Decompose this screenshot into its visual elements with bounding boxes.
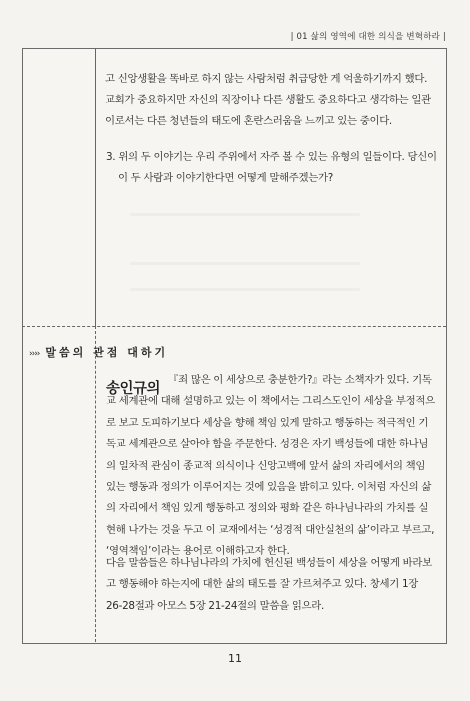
section-divider — [22, 326, 446, 327]
page-number: 11 — [228, 652, 242, 665]
discussion-question: 3. 위의 두 이야기는 우리 주위에서 자주 볼 수 있는 유형의 일들이다. 당신이 이 두 사람과 이야기한다면 어떻게 말해주겠는가? — [106, 151, 437, 184]
author-name: 송인규의 — [106, 381, 161, 397]
answer-space-line — [130, 213, 360, 216]
intro-paragraph: 『죄 많은 이 세상으로 충분한가?』라는 소책자가 있다. 기독교 세계관에 대해 설명하고 있는 이 책에서는 그리스도인이 세상을 부정적으로 보고 도피하기보다 세상을 향해 책임 있게 말하고 행동하는 적극적인 기독교 세계관으로 살아야 함을 주문한다. 성경은 자기 백성들에 대한 하나님의 일차적 관심이 종교적 의식이나 신앙고백에 앞서 삶의 자리에서의 책임 있는 행동과 정의가 이루어지는 것에 있음을 밝히고 있다. 이처럼 자신의 삶의 자리에서 책임 있게 행동하고 정의와 평화 같은 하나님나라의 가치를 실현해 나가는 것을 두고 이 교재에서는 ‘성경적 대안실천의 삶’이라고 부르고, ‘영역책임’이라는 용어로 이해하고자 한다. — [106, 374, 435, 558]
running-header: | 01 삶의 영역에 대한 의식을 변혁하라 | — [290, 32, 446, 42]
answer-space-line — [130, 288, 360, 291]
chevron-icon: ›››› — [29, 349, 40, 359]
margin-divider-solid — [95, 48, 96, 326]
section-title: 말씀의 관점 대하기 — [45, 346, 169, 359]
section-heading — [29, 344, 168, 360]
margin-divider-dashed — [95, 326, 96, 642]
answer-space-line — [130, 262, 360, 265]
story-paragraph: 고 신앙생활을 똑바로 하지 않는 사람처럼 취급당한 게 억울하기까지 했다. 교회가 중요하지만 자신의 직장이나 다른 생활도 중요하다고 생각하는 일관이로서는 다른 청년들의 태도에 혼란스러움을 느끼고 있는 중이다. — [105, 73, 431, 127]
reading-instruction-paragraph: 다음 말씀들은 하나님나라의 가치에 헌신된 백성들이 세상을 어떻게 바라보고 행동해야 하는지에 대한 삶의 태도를 잘 가르쳐주고 있다. 창세기 1장 26-28절과 아모스 5장 21-24절의 말씀을 읽으라. — [106, 557, 432, 612]
